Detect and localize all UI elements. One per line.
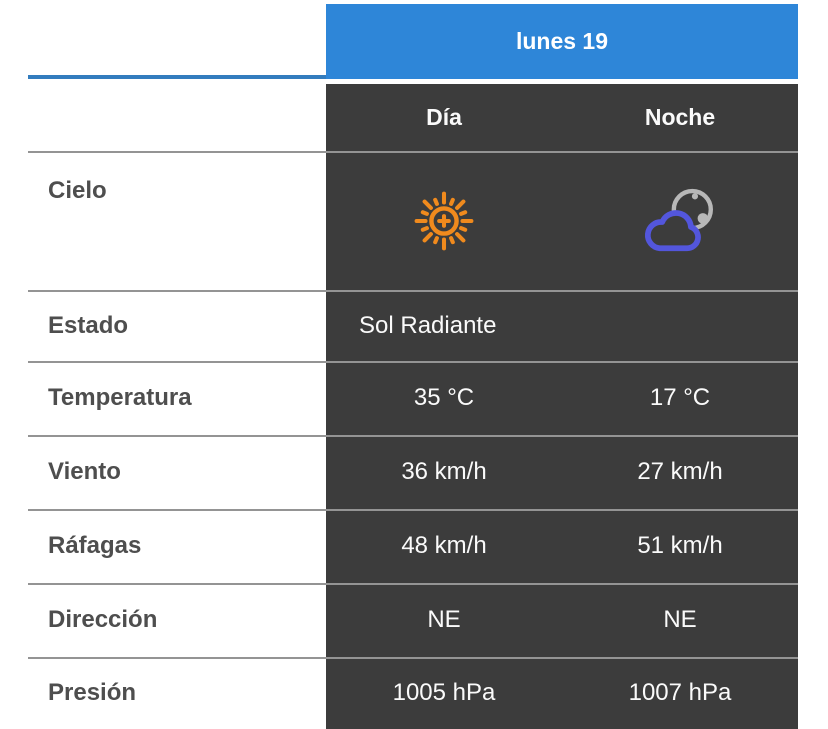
row-separator: [28, 509, 798, 511]
row-cielo: [0, 151, 828, 290]
row-estado-label: Estado: [0, 290, 326, 361]
date-tab[interactable]: [326, 4, 798, 79]
date-header-spacer: [0, 0, 326, 84]
header-underline: [28, 75, 326, 79]
direccion-day-value: NE: [427, 606, 461, 633]
row-temperatura-values: [326, 361, 798, 435]
row-cielo-label: Cielo: [0, 151, 326, 290]
row-temperatura: [0, 361, 828, 435]
daynight-header-cell: [326, 84, 798, 151]
row-separator: [28, 151, 798, 153]
day-column-header: Día: [426, 104, 462, 130]
row-rafagas: [0, 509, 828, 583]
sun-icon: [407, 184, 481, 258]
row-cielo-values: [326, 151, 798, 290]
date-label: lunes 19: [515, 28, 609, 54]
row-estado-values: [326, 290, 798, 361]
row-viento: [0, 435, 828, 509]
row-separator: [28, 657, 798, 659]
row-direccion-values: [326, 583, 798, 657]
moon-cloud-icon: [636, 183, 724, 259]
presion-day-value: 1005 hPa: [392, 679, 496, 706]
row-presion-values: [326, 657, 798, 729]
date-header-row: [0, 0, 828, 84]
row-direccion-label: Dirección: [0, 583, 326, 657]
row-rafagas-label: Ráfagas: [0, 509, 326, 583]
row-separator: [28, 583, 798, 585]
row-rafagas-values: [326, 509, 798, 583]
row-presion-label: Presión: [0, 657, 326, 729]
night-column-header: Noche: [644, 104, 716, 130]
row-viento-values: [326, 435, 798, 509]
row-estado: [0, 290, 828, 361]
presion-night-value: 1007 hPa: [628, 679, 732, 706]
viento-day-value: 36 km/h: [401, 458, 487, 485]
viento-night-value: 27 km/h: [637, 458, 723, 485]
date-header-cell: [326, 0, 798, 84]
row-separator: [28, 290, 798, 292]
estado-value: Sol Radiante: [359, 311, 497, 339]
row-presion: [0, 657, 828, 729]
daynight-header-row: [0, 84, 828, 151]
row-separator: [28, 435, 798, 437]
day-sky-cell: [326, 184, 562, 258]
row-temperatura-label: Temperatura: [0, 361, 326, 435]
rafagas-night-value: 51 km/h: [637, 532, 723, 559]
temperatura-night-value: 17 °C: [649, 384, 711, 411]
row-separator: [28, 361, 798, 363]
row-viento-label: Viento: [0, 435, 326, 509]
daynight-header-spacer: [0, 84, 326, 151]
direccion-night-value: NE: [663, 606, 697, 633]
rafagas-day-value: 48 km/h: [401, 532, 487, 559]
temperatura-day-value: 35 °C: [413, 384, 475, 411]
row-direccion: [0, 583, 828, 657]
night-sky-cell: [562, 183, 798, 259]
